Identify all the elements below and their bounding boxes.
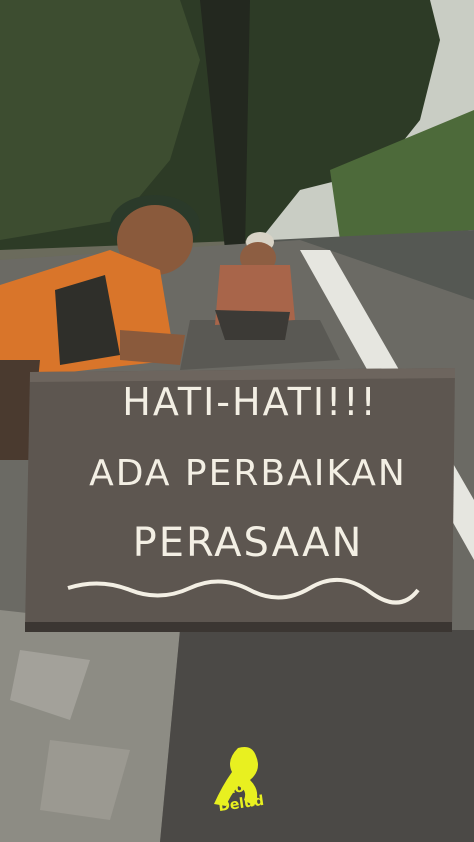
sign-line-3: PERASAAN	[132, 520, 364, 566]
sign-line-1: HATI-HATI!!!	[122, 380, 378, 424]
sign-line-2: ADA PERBAIKAN	[89, 453, 407, 494]
watermark-text: Aop Delud	[217, 778, 265, 816]
